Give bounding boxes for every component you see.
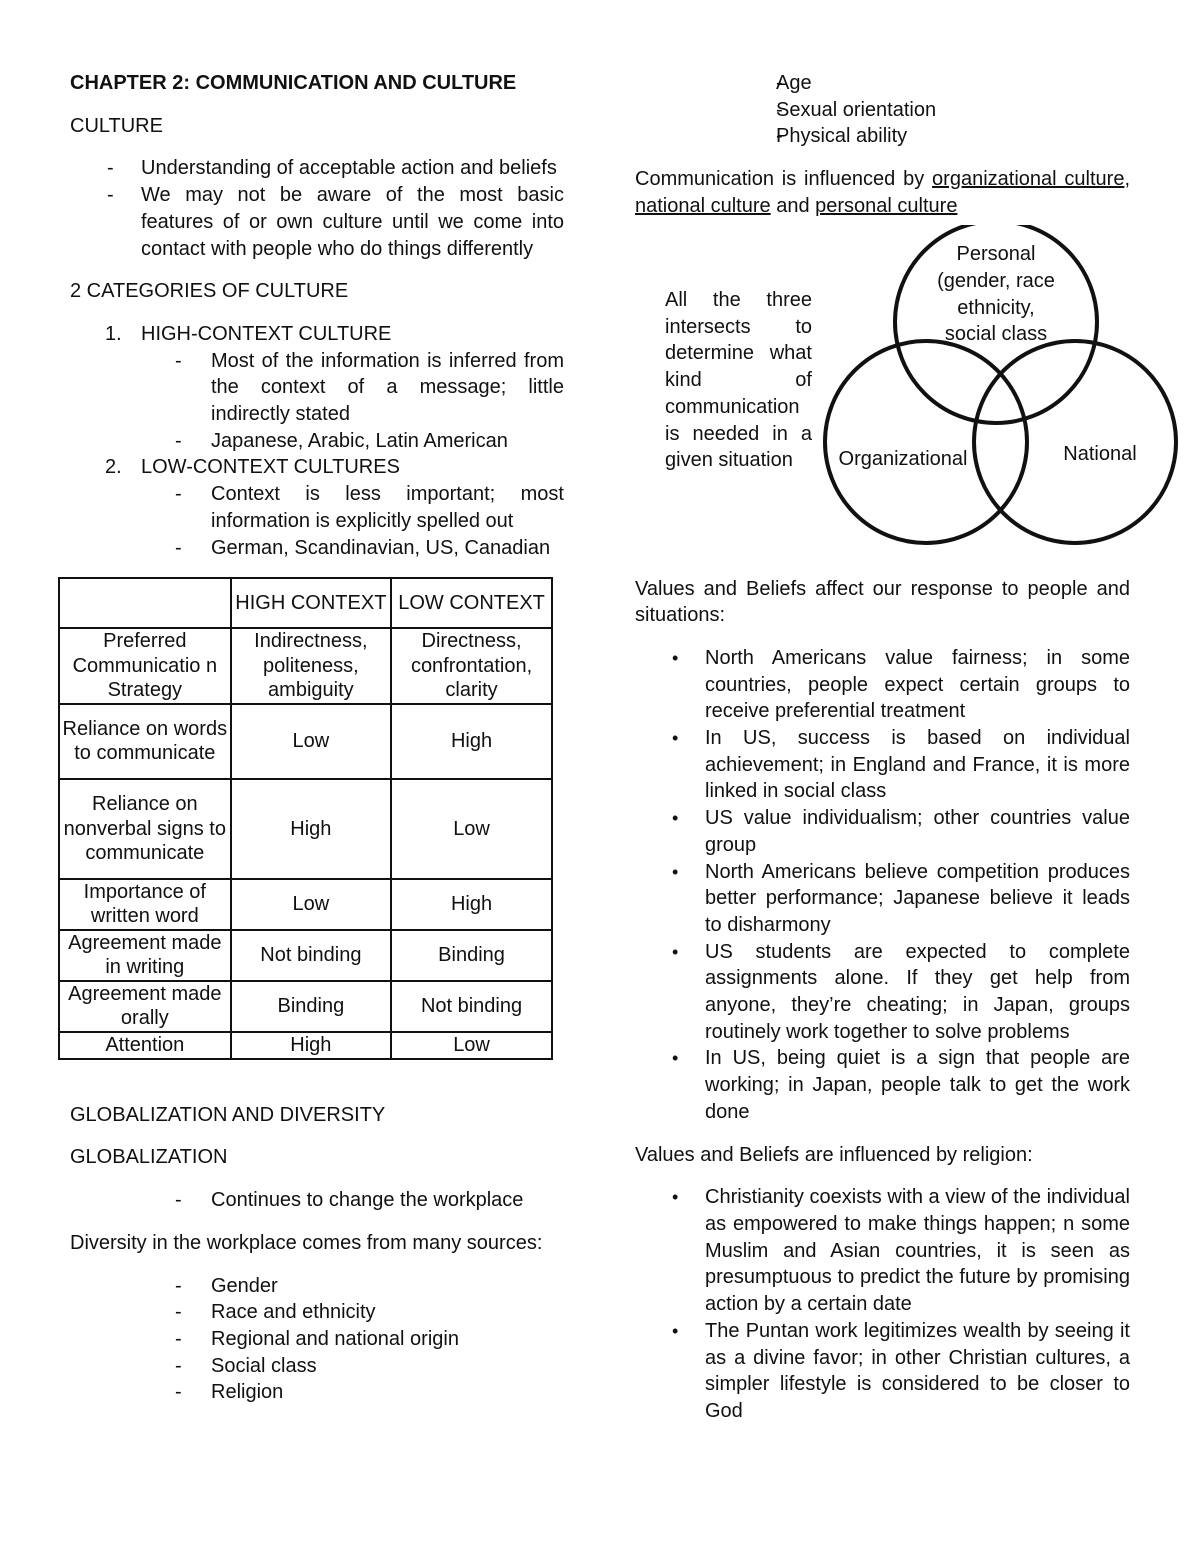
list-item: - Race and ethnicity [70,1299,564,1326]
list-item: • In US, being quiet is a sign that people are working; in Japan, people talk to get the work done [635,1045,1130,1125]
values-intro: Values and Beliefs affect our response to people and situations: [635,577,1130,627]
national-culture-term: national culture [635,194,771,217]
list-item: • The Puntan work legitimizes wealth by seeing it as a divine favor; in other Christian cultures, a simpler lifestyle is considered to be closer to God [635,1318,1130,1425]
list-item: • US value individualism; other countries value group [635,805,1130,858]
category-number: 1. [105,322,122,345]
diversity-intro: Diversity in the workplace comes from many sources: [70,1231,543,1254]
table-cell: Low [231,704,391,779]
list-item: - Social class [70,1353,564,1380]
table-cell: Directness, confrontation, clarity [391,628,552,704]
table-row [59,779,552,879]
table-header-row [59,578,552,628]
list-item: - German, Scandinavian, US, Canadian [141,535,564,562]
table-cell: Agreement made in writing [59,930,231,981]
religion-intro: Values and Beliefs are influenced by religion: [635,1143,1033,1166]
venn-label-personal-line4: social class [944,323,1048,345]
table-cell: High [231,779,391,879]
category-name: HIGH-CONTEXT CULTURE [141,322,392,345]
list-item: - Regional and national origin [70,1326,564,1353]
venn-label-personal-line3: ethnicity, [957,297,1035,319]
table-cell: High [391,879,552,930]
list-item: - Most of the information is inferred from the context of a message; little indirectly stated [141,348,564,428]
table-cell: Not binding [231,930,391,981]
venn-label-organizational: Organizational [838,448,968,470]
list-item: • North Americans believe competition produces better performance; Japanese believe it leads to disharmony [635,859,1130,939]
list-item: • Christianity coexists with a view of the individual as empowered to make things happen; n some Muslim and Asian countries, it is seen as presumptuous to predict the future by promising action by a certain date [635,1184,1130,1318]
globalization-heading: GLOBALIZATION [70,1146,228,1169]
category-points [141,348,564,455]
table-row [59,879,552,930]
national-circle [974,341,1176,543]
influence-and: and [770,194,816,217]
table-row [59,930,552,981]
list-item: - Physical ability [635,123,1130,150]
culture-venn-diagram [660,225,1190,555]
values-points [635,645,1130,1126]
table-cell: Indirectness, politeness, ambiguity [231,628,391,704]
list-item: - Religion [70,1379,564,1406]
table-cell: Binding [391,930,552,981]
category-high-context [70,321,564,455]
globalization-diversity-heading: GLOBALIZATION AND DIVERSITY [70,1103,386,1126]
influence-separator: , [1124,168,1131,191]
table-cell: Low [391,779,552,879]
influence-prefix: Communication is influenced by [635,168,933,191]
table-row [59,1032,552,1059]
categories-heading: 2 CATEGORIES OF CULTURE [70,280,349,303]
category-number: 2. [105,456,122,479]
table-row [59,704,552,779]
venn-label-personal-line2: (gender, race [937,270,1055,292]
categories-list [70,321,564,561]
list-item: • North Americans value fairness; in some countries, people expect certain groups to receive preferential treatment [635,645,1130,725]
table-row [59,981,552,1032]
table-cell: Binding [231,981,391,1032]
table-cell: Low [231,879,391,930]
list-item: - Understanding of acceptable action and beliefs [70,155,564,182]
table-cell: Reliance on nonverbal signs to communicate [59,779,231,879]
table-cell: Not binding [391,981,552,1032]
list-item: • In US, success is based on individual achievement; in England and France, it is more linked in social class [635,725,1130,805]
diversity-sources [70,1273,564,1407]
organizational-circle [825,341,1027,543]
category-points [141,481,564,561]
table-cell: Low [391,1032,552,1059]
culture-points [70,155,564,262]
table-cell: Reliance on words to communicate [59,704,231,779]
list-item: - Age [635,70,1130,97]
context-comparison-table [58,577,553,1060]
table-cell: Attention [59,1032,231,1059]
table-header-cell [59,578,231,628]
category-low-context [70,454,564,561]
table-header-cell: HIGH CONTEXT [231,578,391,628]
globalization-points [70,1187,564,1214]
left-column [62,70,564,1406]
organizational-culture-term: organizational culture [932,168,1125,191]
table-cell: High [391,704,552,779]
venn-caption: All the three intersects to determine what kind of communication is needed in a given situation [665,289,812,472]
list-item: - Sexual orientation [635,97,1130,124]
table-cell: High [231,1032,391,1059]
personal-culture-term: personal culture [815,194,958,217]
category-name: LOW-CONTEXT CULTURES [141,456,400,479]
list-item: • US students are expected to complete assignments alone. If they get help from anyone, they’re cheating; in Japan, groups routinely work together to solve problems [635,939,1130,1046]
list-item: - Context is less important; most information is explicitly spelled out [141,481,564,534]
list-item: - Japanese, Arabic, Latin American [141,428,564,455]
table-header-cell: LOW CONTEXT [391,578,552,628]
table-cell: Preferred Communicatio n Strategy [59,628,231,704]
religion-points [635,1184,1130,1424]
venn-label-personal: Personal [956,243,1036,265]
diversity-sources-continued [635,70,1130,150]
table-cell: Agreement made orally [59,981,231,1032]
communication-influence [635,166,1130,219]
chapter-title: CHAPTER 2: COMMUNICATION AND CULTURE [70,72,517,94]
list-item: - Gender [70,1273,564,1300]
table-row [59,628,552,704]
venn-label-national: National [1063,443,1137,465]
list-item: - We may not be aware of the most basic features of or own culture until we come into contact with people who do things differently [70,182,564,262]
table-cell: Importance of written word [59,879,231,930]
culture-heading: CULTURE [70,114,163,137]
list-item: - Continues to change the workplace [70,1187,564,1214]
